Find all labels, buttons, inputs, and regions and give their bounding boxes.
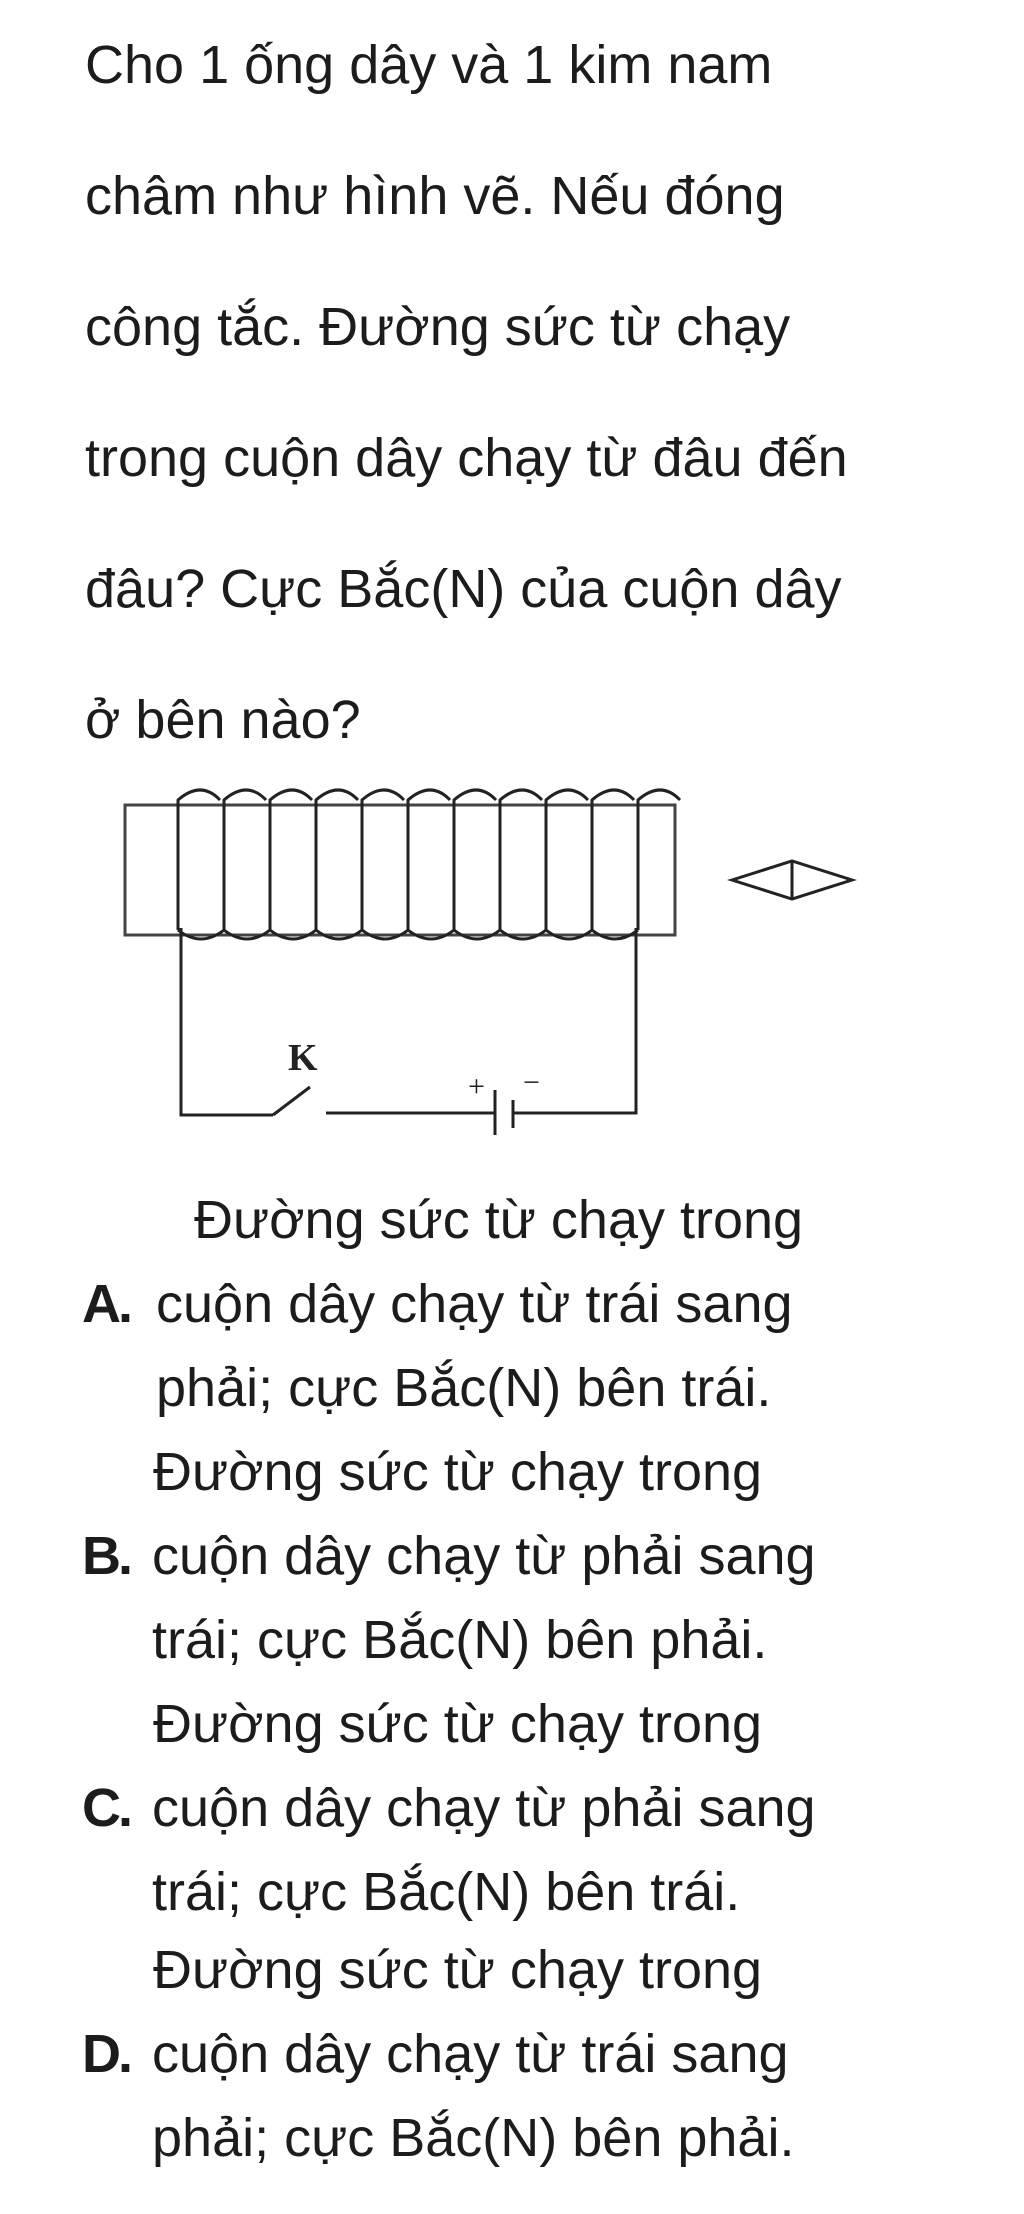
question-text	[85, 0, 985, 786]
option-letter: D.	[82, 2024, 130, 2084]
option-text-line: phải; cực Bắc(N) bên trái.	[156, 1358, 772, 1418]
option-text-line: Đường sức từ chạy trong	[194, 1190, 804, 1250]
battery-plus-sign: +	[468, 1070, 485, 1103]
battery-minus-sign: −	[523, 1066, 540, 1099]
compass-needle	[732, 861, 852, 899]
option-text-line: cuộn dây chạy từ phải sang	[152, 1778, 816, 1838]
option-text-line: Đường sức từ chạy trong	[153, 1442, 763, 1502]
switch-lever	[273, 1087, 310, 1115]
coil-windings	[178, 790, 680, 939]
question-line: trong cuộn dây chạy từ đâu đến	[85, 428, 848, 488]
option-text-line: cuộn dây chạy từ phải sang	[152, 1526, 816, 1586]
option-text-line: trái; cực Bắc(N) bên trái.	[152, 1862, 741, 1922]
option-text-line: phải; cực Bắc(N) bên phải.	[152, 2108, 795, 2168]
question-line: châm như hình vẽ. Nếu đóng	[85, 166, 785, 226]
question-line: đâu? Cực Bắc(N) của cuộn dây	[85, 559, 842, 619]
option-text-line: Đường sức từ chạy trong	[153, 1694, 763, 1754]
question-line: công tắc. Đường sức từ chạy	[85, 297, 791, 357]
option-text-line: Đường sức từ chạy trong	[153, 1940, 763, 2000]
left-wire	[181, 928, 273, 1115]
question-line: Cho 1 ống dây và 1 kim nam	[85, 35, 773, 95]
coil-path	[178, 790, 680, 939]
question-line: ở bên nào?	[85, 690, 361, 750]
option-letter: B.	[82, 1526, 130, 1586]
option-text-line: cuộn dây chạy từ trái sang	[156, 1274, 793, 1334]
option-text-line: cuộn dây chạy từ trái sang	[152, 2024, 789, 2084]
circuit-diagram	[118, 770, 878, 1170]
option-text-line: trái; cực Bắc(N) bên phải.	[152, 1610, 768, 1670]
option-letter: A.	[82, 1274, 130, 1334]
switch-label: K	[288, 1037, 318, 1079]
option-letter: C.	[82, 1778, 130, 1838]
